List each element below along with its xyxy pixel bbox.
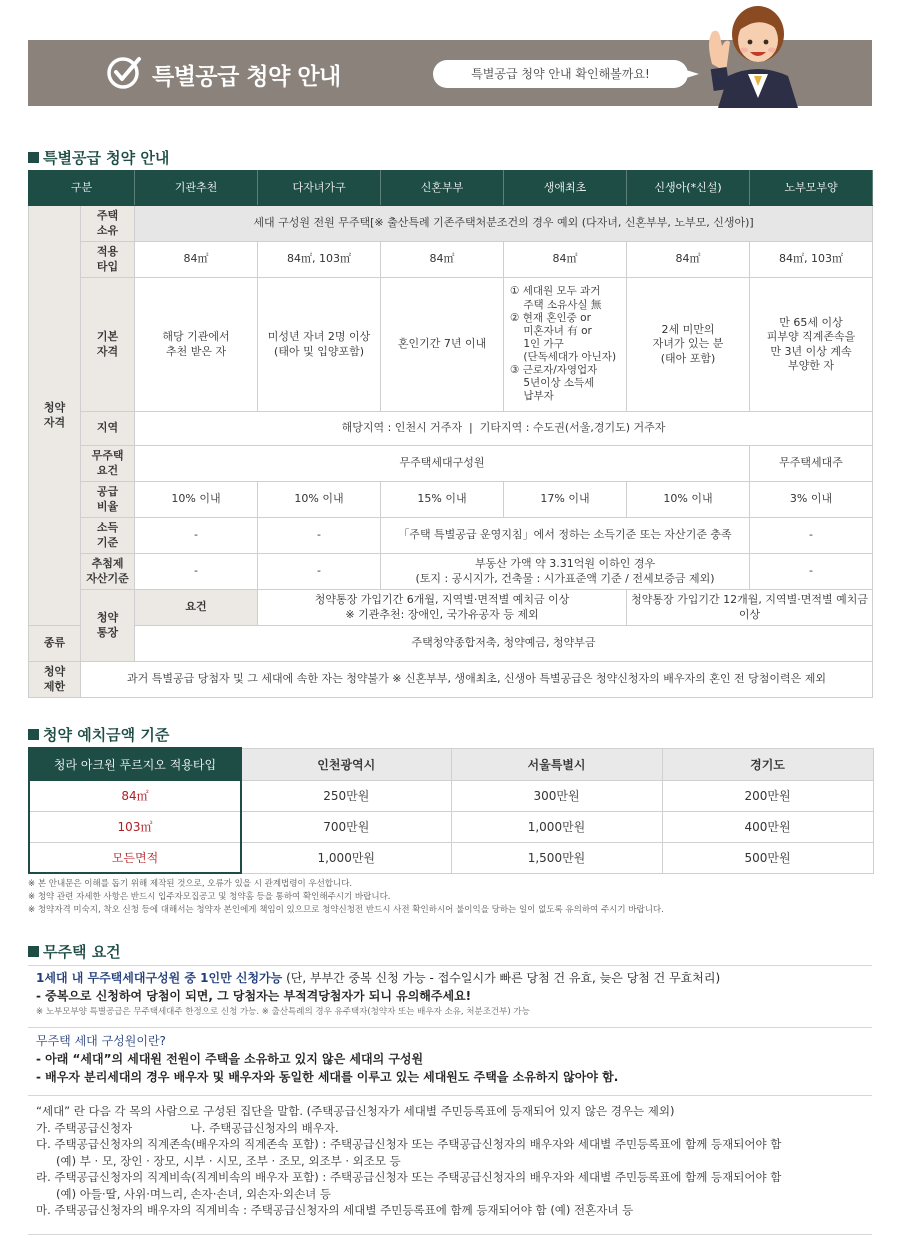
row-label: 요건 bbox=[135, 590, 258, 626]
table-cell: 주택청약종합저축, 청약예금, 청약부금 bbox=[135, 626, 873, 662]
table-cell: 2세 미만의 자녀가 있는 분 (태아 포함) bbox=[627, 278, 750, 412]
table-cell: 해당지역 : 인천시 거주자 | 기타지역 : 수도권(서울,경기도) 거주자 bbox=[135, 412, 873, 446]
check-circle-icon bbox=[106, 54, 142, 90]
type-cell: 모든면적 bbox=[29, 842, 241, 873]
definition-line: - 아래 “세대”의 세대원 전원이 주택을 소유하고 있지 않은 세대의 구성원 bbox=[36, 1052, 424, 1066]
advisor-avatar bbox=[700, 2, 880, 108]
table-cell: 1,000만원 bbox=[241, 842, 451, 873]
header-cell: 서울특별시 bbox=[451, 748, 662, 780]
table-cell: 84㎡, 103㎡ bbox=[258, 242, 381, 278]
table-cell: 17% 이내 bbox=[504, 482, 627, 518]
speech-bubble-tail bbox=[683, 69, 699, 79]
table-row bbox=[29, 590, 873, 626]
row-label: 추첨제 자산기준 bbox=[81, 554, 135, 590]
section-title-no-house: 무주택 요건 bbox=[28, 941, 121, 962]
rule-note: ※ 노부모부양 특별공급은 무주택세대주 한정으로 신청 가능. ※ 출산특례의 경우 유주택자(청약자 또는 배우자 소유, 처분조건부) 가능 bbox=[36, 1007, 530, 1017]
table-cell: 혼인기간 7년 이내 bbox=[381, 278, 504, 412]
table-cell: ① 세대원 모두 과거 주택 소유사실 無 ② 현재 혼인중 or 미혼자녀 有 or 1인 가구 (단독세대가 아닌자) ③ 근로자/자영업자 5년이상 소득세 납부자 bbox=[504, 278, 627, 412]
table-cell: - bbox=[135, 554, 258, 590]
header-cell: 인천광역시 bbox=[241, 748, 451, 780]
header-cell: 기관추천 bbox=[135, 171, 258, 206]
table-cell: - bbox=[135, 518, 258, 554]
rule-line: - 중복으로 신청하여 당첨이 되면, 그 당첨자는 부적격당첨자가 되니 유의해주세요! bbox=[36, 989, 472, 1003]
table-cell: 84㎡, 103㎡ bbox=[750, 242, 873, 278]
table-cell: 1,000만원 bbox=[451, 811, 662, 842]
table-row bbox=[29, 242, 873, 278]
banner-title: 특별공급 청약 안내 bbox=[152, 64, 341, 90]
table-row bbox=[29, 206, 873, 242]
table-row bbox=[29, 482, 873, 518]
definition-title: 무주택 세대 구성원이란? bbox=[36, 1034, 166, 1048]
table-cell: 300만원 bbox=[451, 780, 662, 811]
header-cell: 신생아(*신설) bbox=[627, 171, 750, 206]
row-label: 지역 bbox=[81, 412, 135, 446]
table-cell: 「주택 특별공급 운영지침」에서 정하는 소득기준 또는 자산기준 충족 bbox=[381, 518, 750, 554]
def-line: (예) 부 · 모, 장인 · 장모, 시부 · 시모, 조부 · 조모, 외조부 · 외조모 등 bbox=[56, 1153, 401, 1168]
footnote: ※ 청약자격 미숙지, 착오 신청 등에 대해서는 청약자 본인에게 책임이 있으므로 청약신청전 반드시 사전 확인하시어 불이익을 당하는 일이 없도록 유의하여 주시기 바랍니다. bbox=[28, 905, 664, 915]
table-cell: 250만원 bbox=[241, 780, 451, 811]
header-cell: 신혼부부 bbox=[381, 171, 504, 206]
table-header-row bbox=[29, 748, 873, 780]
row-label: 적용 타입 bbox=[81, 242, 135, 278]
header-cell: 생애최초 bbox=[504, 171, 627, 206]
table-cell: 과거 특별공급 당첨자 및 그 세대에 속한 자는 청약불가 ※ 신혼부부, 생애최초, 신생아 특별공급은 청약신청자의 배우자의 혼인 전 당첨이력은 제외 bbox=[81, 662, 873, 698]
row-label: 무주택 요건 bbox=[81, 446, 135, 482]
group-label: 청약 통장 bbox=[81, 590, 135, 662]
square-bullet-icon bbox=[28, 152, 39, 163]
def-line: 가. 주택공급신청자 나. 주택공급신청자의 배우자. bbox=[36, 1120, 339, 1135]
table-cell: 3% 이내 bbox=[750, 482, 873, 518]
def-line: 라. 주택공급신청자의 직계비속(직계비속의 배우자 포함) : 주택공급신청자 또는 주택공급신청자의 배우자와 세대별 주민등록표에 함께 등재되어야 함 bbox=[36, 1170, 782, 1184]
table-cell: 84㎡ bbox=[504, 242, 627, 278]
section-title-deposit: 청약 예치금액 기준 bbox=[28, 724, 169, 745]
type-cell: 103㎡ bbox=[29, 811, 241, 842]
rule-line: 1세대 내 무주택세대구성원 중 1인만 신청가능 (단, 부부간 중복 신청 가능 - 접수일시가 빠른 당첨 건 유효, 늦은 당첨 건 무효처리) bbox=[36, 971, 721, 985]
def-line: “세대” 란 다음 각 목의 사람으로 구성된 집단을 말함. (주택공급신청자가 세대별 주민등록표에 등재되어 있지 않은 경우는 제외) bbox=[36, 1104, 675, 1118]
section-title-special-supply: 특별공급 청약 안내 bbox=[28, 147, 169, 168]
header-cell: 노부모부양 bbox=[750, 171, 873, 206]
row-label: 주택 소유 bbox=[81, 206, 135, 242]
table-row bbox=[29, 412, 873, 446]
table-cell: 세대 구성원 전원 무주택[※ 출산특례 기존주택처분조건의 경우 예외 (다자녀, 신혼부부, 노부모, 신생아)] bbox=[135, 206, 873, 242]
footnote: ※ 청약 관련 자세한 사항은 반드시 입주자모집공고 및 청약홈 등을 통하여 확인해주시기 바랍니다. bbox=[28, 892, 391, 902]
def-line: 다. 주택공급신청자의 직계존속(배우자의 직계존속 포함) : 주택공급신청자 또는 주택공급신청자의 배우자와 세대별 주민등록표에 함께 등재되어야 함 bbox=[36, 1137, 782, 1151]
table-cell: 700만원 bbox=[241, 811, 451, 842]
table-header-row bbox=[29, 171, 873, 206]
speech-bubble: 특별공급 청약 안내 확인해볼까요! bbox=[433, 60, 688, 88]
table-cell: 청약통장 가입기간 12개월, 지역별·면적별 예치금 이상 bbox=[627, 590, 873, 626]
table-row bbox=[29, 626, 873, 662]
row-label: 기본 자격 bbox=[81, 278, 135, 412]
no-house-rules bbox=[36, 969, 720, 1019]
table-cell: - bbox=[750, 554, 873, 590]
group-label: 청약 제한 bbox=[29, 662, 81, 698]
table-row bbox=[29, 811, 873, 842]
table-cell: 1,500만원 bbox=[451, 842, 662, 873]
table-row bbox=[29, 446, 873, 482]
table-row bbox=[29, 278, 873, 412]
table-row bbox=[29, 518, 873, 554]
header-cell: 경기도 bbox=[662, 748, 873, 780]
table-cell: 미성년 자녀 2명 이상 (태아 및 입양포함) bbox=[258, 278, 381, 412]
table-row bbox=[29, 662, 873, 698]
footnote: ※ 본 안내문은 이해를 돕기 위해 제작된 것으로, 오류가 있을 시 관계법령이 우선합니다. bbox=[28, 879, 353, 889]
deposit-table bbox=[28, 747, 874, 874]
table-row bbox=[29, 842, 873, 873]
special-supply-table bbox=[28, 170, 873, 698]
def-line: (예) 아들·딸, 사위·며느리, 손자·손녀, 외손자·외손녀 등 bbox=[56, 1186, 332, 1201]
table-cell: 무주택세대주 bbox=[750, 446, 873, 482]
square-bullet-icon bbox=[28, 946, 39, 957]
table-cell: - bbox=[258, 518, 381, 554]
table-cell: 84㎡ bbox=[135, 242, 258, 278]
table-row bbox=[29, 780, 873, 811]
table-row bbox=[29, 554, 873, 590]
household-definition bbox=[36, 1103, 872, 1219]
table-cell: 10% 이내 bbox=[627, 482, 750, 518]
table-cell: - bbox=[258, 554, 381, 590]
divider bbox=[28, 1234, 872, 1235]
header-cell: 청라 아크원 푸르지오 적용타입 bbox=[29, 748, 241, 780]
table-cell: 무주택세대구성원 bbox=[135, 446, 750, 482]
type-cell: 84㎡ bbox=[29, 780, 241, 811]
row-label: 소득 기준 bbox=[81, 518, 135, 554]
table-cell: 만 65세 이상 피부양 직계존속을 만 3년 이상 계속 부양한 자 bbox=[750, 278, 873, 412]
table-cell: - bbox=[750, 518, 873, 554]
table-cell: 500만원 bbox=[662, 842, 873, 873]
square-bullet-icon bbox=[28, 729, 39, 740]
table-cell: 200만원 bbox=[662, 780, 873, 811]
header-cell: 구분 bbox=[29, 171, 135, 206]
group-label: 청약 자격 bbox=[29, 206, 81, 626]
table-cell: 10% 이내 bbox=[135, 482, 258, 518]
row-label: 공급 비율 bbox=[81, 482, 135, 518]
divider bbox=[28, 1095, 872, 1096]
footnotes bbox=[28, 878, 664, 917]
table-cell: 해당 기관에서 추천 받은 자 bbox=[135, 278, 258, 412]
no-house-definition bbox=[36, 1032, 618, 1086]
divider bbox=[28, 965, 872, 966]
divider bbox=[28, 1027, 872, 1028]
table-cell: 84㎡ bbox=[627, 242, 750, 278]
table-cell: 10% 이내 bbox=[258, 482, 381, 518]
row-label: 종류 bbox=[29, 626, 81, 662]
table-cell: 부동산 가액 약 3.31억원 이하인 경우 (토지 : 공시지가, 건축물 : 시가표준액 기준 / 전세보증금 제외) bbox=[381, 554, 750, 590]
table-cell: 84㎡ bbox=[381, 242, 504, 278]
table-cell: 400만원 bbox=[662, 811, 873, 842]
table-cell: 15% 이내 bbox=[381, 482, 504, 518]
definition-line: - 배우자 분리세대의 경우 배우자 및 배우자와 동일한 세대를 이루고 있는 세대원도 주택을 소유하지 않아야 함. bbox=[36, 1070, 619, 1084]
def-line: 마. 주택공급신청자의 배우자의 직계비속 : 주택공급신청자의 세대별 주민등록표에 함께 등재되어야 함 (예) 전혼자녀 등 bbox=[36, 1203, 634, 1217]
table-cell: 청약통장 가입기간 6개월, 지역별·면적별 예치금 이상 ※ 기관추천: 장애인, 국가유공자 등 제외 bbox=[258, 590, 627, 626]
header-cell: 다자녀가구 bbox=[258, 171, 381, 206]
